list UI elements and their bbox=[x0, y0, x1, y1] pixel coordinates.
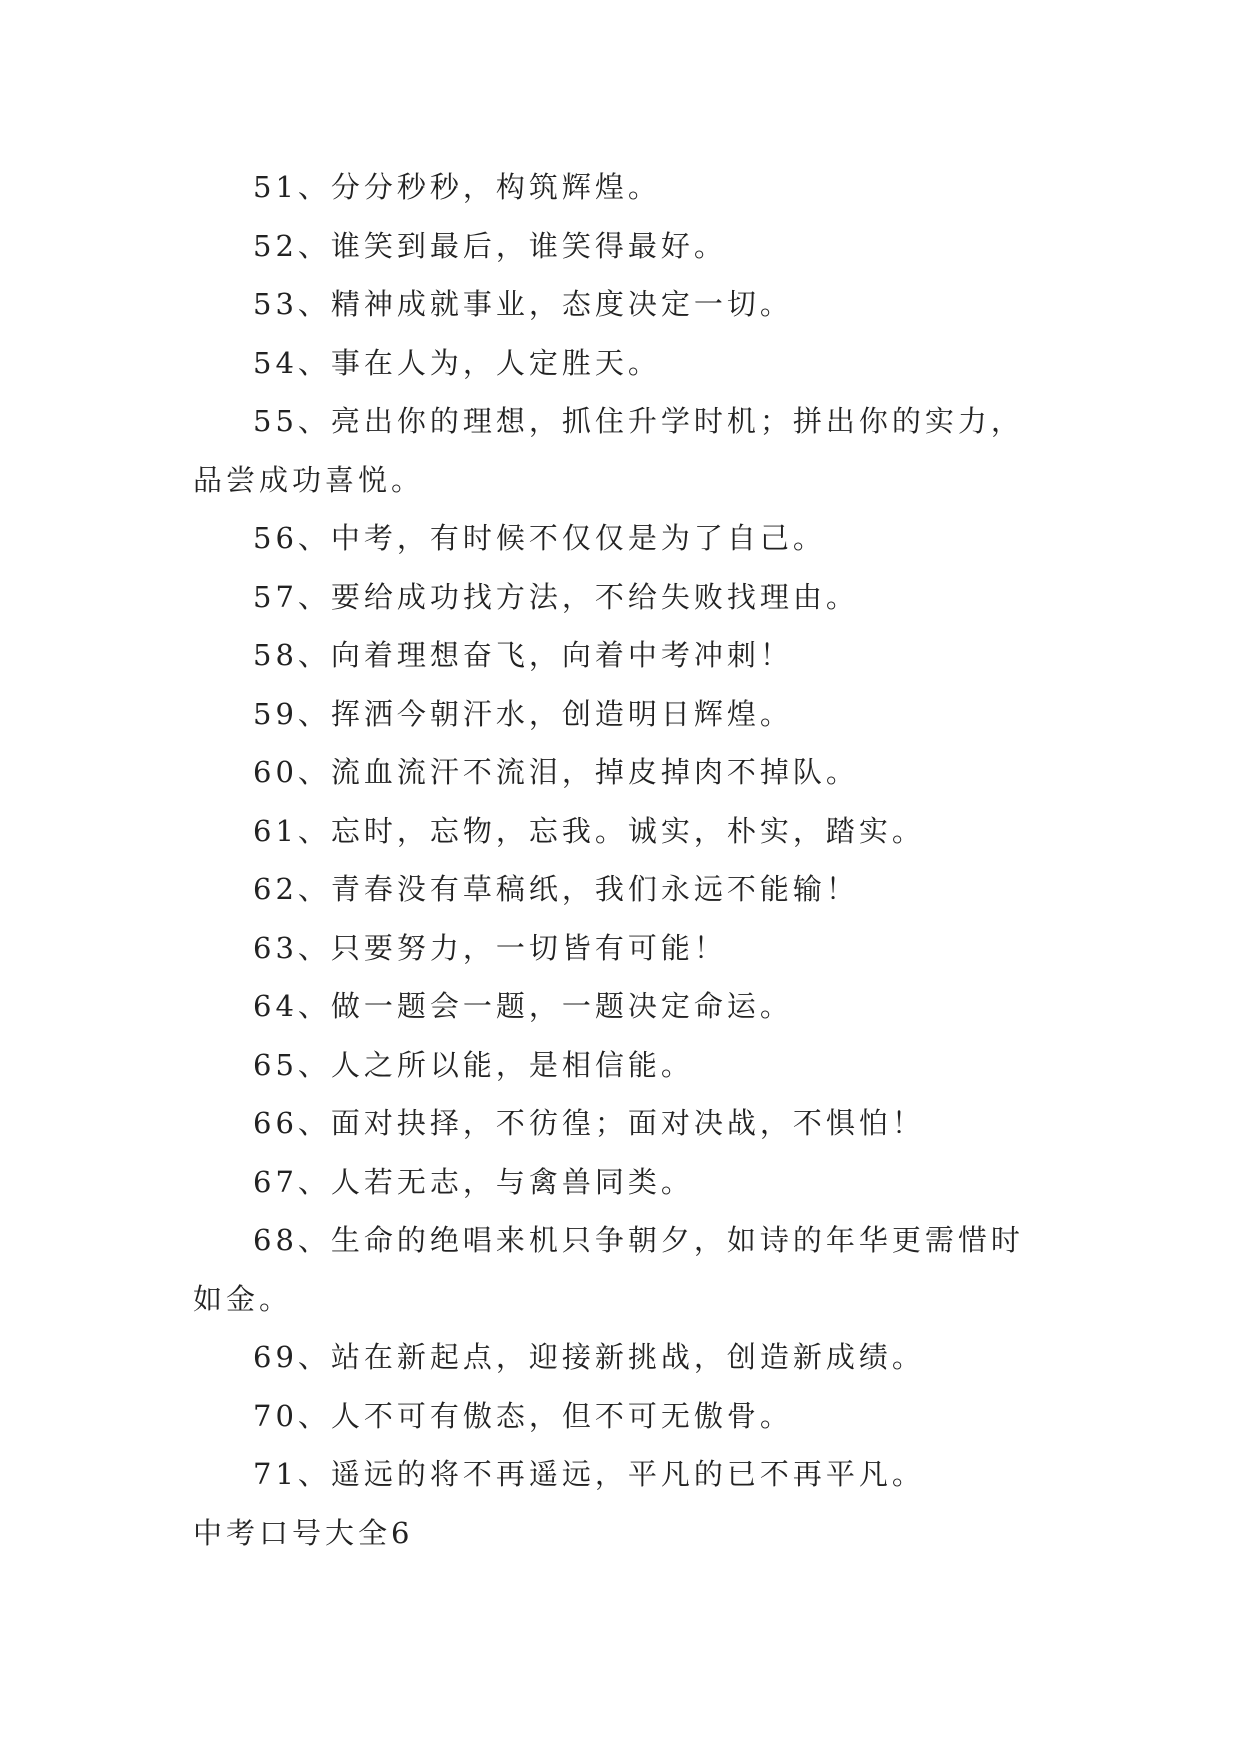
slogan-61: 61、忘时，忘物，忘我。诚实，朴实，踏实。 bbox=[253, 813, 925, 848]
slogan-59: 59、挥洒今朝汗水，创造明日辉煌。 bbox=[253, 696, 793, 731]
slogan-66: 66、面对抉择，不彷徨；面对决战，不惧怕！ bbox=[253, 1106, 925, 1140]
slogan-53: 53、精神成就事业，态度决定一切。 bbox=[253, 287, 793, 321]
slogan-69: 69、站在新起点，迎接新挑战，创造新成绩。 bbox=[253, 1340, 925, 1374]
slogan-54: 54、事在人为，人定胜天。 bbox=[253, 345, 661, 380]
slogan-62: 62、青春没有草稿纸，我们永远不能输！ bbox=[253, 872, 859, 906]
slogan-67: 67、人若无志，与禽兽同类。 bbox=[253, 1164, 694, 1199]
slogan-70: 70、人不可有傲态，但不可无傲骨。 bbox=[253, 1398, 793, 1433]
slogan-63: 63、只要努力，一切皆有可能！ bbox=[253, 930, 727, 965]
slogan-71: 71、遥远的将不再遥远，平凡的已不再平凡。 bbox=[253, 1457, 925, 1491]
slogan-60: 60、流血流汗不流泪，掉皮掉肉不掉队。 bbox=[253, 755, 859, 789]
slogan-57: 57、要给成功找方法，不给失败找理由。 bbox=[253, 579, 859, 614]
slogan-55: 55、亮出你的理想，抓住升学时机；拼出你的实力，品尝成功喜悦。 bbox=[193, 404, 1024, 497]
slogan-68: 68、生命的绝唱来机只争朝夕，如诗的年华更需惜时如金。 bbox=[193, 1223, 1024, 1316]
section-heading: 中考口号大全6 bbox=[193, 1515, 414, 1550]
document-body bbox=[193, 158, 1055, 1562]
slogan-52: 52、谁笑到最后，谁笑得最好。 bbox=[253, 228, 727, 263]
slogan-65: 65、人之所以能，是相信能。 bbox=[253, 1047, 694, 1082]
slogan-58: 58、向着理想奋飞，向着中考冲刺！ bbox=[253, 638, 793, 672]
slogan-51: 51、分分秒秒，构筑辉煌。 bbox=[253, 170, 661, 204]
slogan-56: 56、中考，有时候不仅仅是为了自己。 bbox=[253, 521, 826, 555]
slogan-64: 64、做一题会一题，一题决定命运。 bbox=[253, 989, 793, 1023]
